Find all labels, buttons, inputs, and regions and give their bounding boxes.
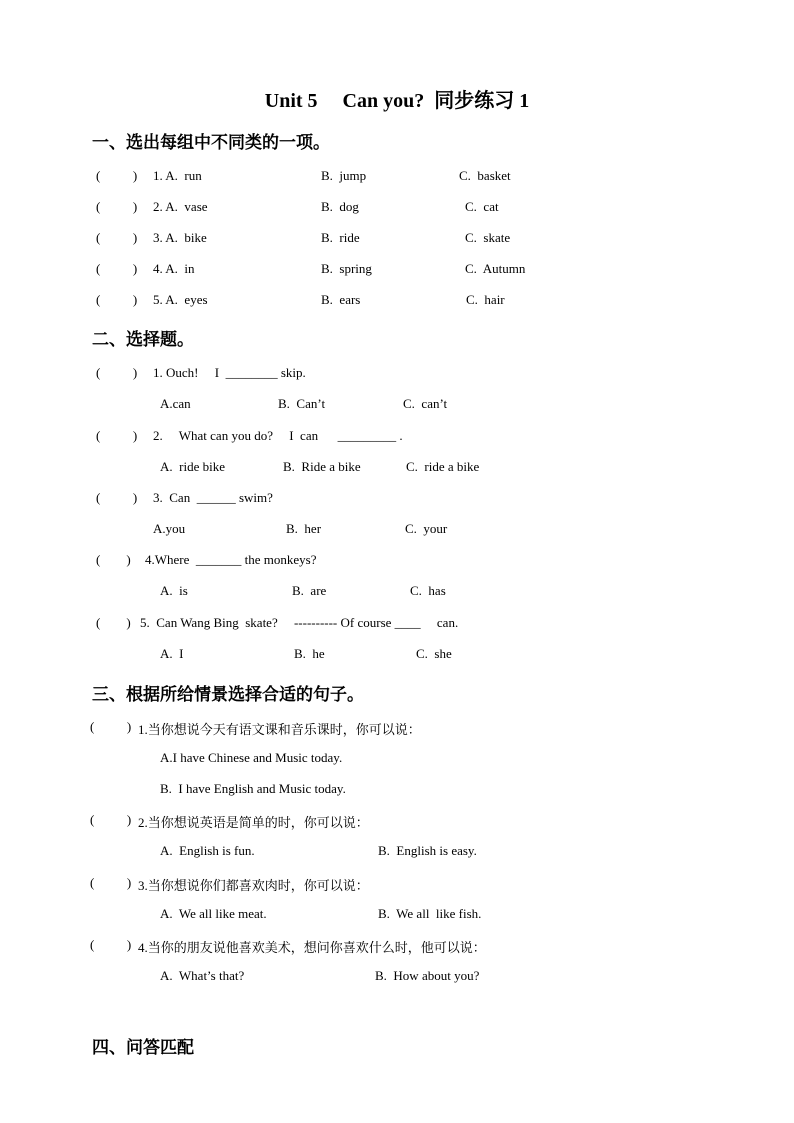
option-c: C. can’t <box>403 396 448 411</box>
answer-blank[interactable]: ( ) <box>96 428 138 443</box>
option-b: B. ride <box>321 230 360 245</box>
option-a: A.I have Chinese and Music today. <box>160 750 343 765</box>
option-a: A. We all like meat. <box>160 906 267 921</box>
question-text: 4.Where _______ the monkeys? <box>145 552 317 567</box>
answer-blank[interactable]: ( ) <box>96 230 138 245</box>
option-c: C. your <box>405 521 448 536</box>
option-c: C. basket <box>459 168 511 183</box>
option-c: C. skate <box>465 230 511 245</box>
option-b: B. her <box>286 521 322 536</box>
answer-blank[interactable]: ( ) <box>90 812 132 827</box>
option-a: A. English is fun. <box>160 843 255 858</box>
option-a: 4. A. in <box>153 261 195 276</box>
option-c: C. she <box>416 646 452 661</box>
option-a: A.can <box>160 396 191 411</box>
option-b: B. Can’t <box>278 396 326 411</box>
answer-blank[interactable]: ( ) <box>90 875 132 890</box>
section-2-heading: 二、选择题。 <box>92 330 194 349</box>
answer-blank[interactable]: ( ) <box>96 615 131 630</box>
question-text: 3. Can ______ swim? <box>153 490 273 505</box>
answer-blank[interactable]: ( ) <box>96 365 138 380</box>
option-c: C. hair <box>466 292 505 307</box>
answer-blank[interactable]: ( ) <box>96 199 138 214</box>
question-text: 3.当你想说你们都喜欢肉时，你可以说： <box>138 878 369 893</box>
question-text: 2. What can you do? I can _________ . <box>153 428 403 443</box>
option-b: B. English is easy. <box>378 843 477 858</box>
option-a: 3. A. bike <box>153 230 207 245</box>
question-text: 2.当你想说英语是简单的时，你可以说： <box>138 815 369 830</box>
option-a: 2. A. vase <box>153 199 208 214</box>
question-text: 4.当你的朋友说他喜欢美术，想问你喜欢什么时，他可以说： <box>138 940 486 955</box>
option-b: B. dog <box>321 199 359 214</box>
answer-blank[interactable]: ( ) <box>96 292 138 307</box>
option-c: C. ride a bike <box>406 459 480 474</box>
option-a: A.you <box>153 521 186 536</box>
option-b: B. I have English and Music today. <box>160 781 346 796</box>
answer-blank[interactable]: ( ) <box>96 261 138 276</box>
option-a: A. is <box>160 583 188 598</box>
answer-blank[interactable]: ( ) <box>96 490 138 505</box>
section-4-heading: 四、问答匹配 <box>92 1038 194 1057</box>
option-b: B. We all like fish. <box>378 906 482 921</box>
option-a: A. I <box>160 646 184 661</box>
answer-blank[interactable]: ( ) <box>96 168 138 183</box>
answer-blank[interactable]: ( ) <box>90 937 132 952</box>
option-a: 1. A. run <box>153 168 202 183</box>
option-b: B. ears <box>321 292 361 307</box>
answer-blank[interactable]: ( ) <box>90 719 132 734</box>
option-c: C. has <box>410 583 446 598</box>
option-a: 5. A. eyes <box>153 292 208 307</box>
option-b: B. Ride a bike <box>283 459 361 474</box>
section-1-heading: 一、选出每组中不同类的一项。 <box>92 133 330 152</box>
section-3-heading: 三、根据所给情景选择合适的句子。 <box>92 685 364 704</box>
option-c: C. Autumn <box>465 261 526 276</box>
page-title: Unit 5 Can you? 同步练习 1 <box>264 90 530 112</box>
option-a: A. What’s that? <box>160 968 245 983</box>
option-b: B. he <box>294 646 325 661</box>
option-a: A. ride bike <box>160 459 225 474</box>
option-b: B. are <box>292 583 327 598</box>
question-text: 1. Ouch! I ________ skip. <box>153 365 306 380</box>
answer-blank[interactable]: ( ) <box>96 552 131 567</box>
question-text: 5. Can Wang Bing skate? ---------- Of course ____ can. <box>140 615 459 630</box>
option-b: B. jump <box>321 168 367 183</box>
option-b: B. spring <box>321 261 372 276</box>
option-b: B. How about you? <box>375 968 480 983</box>
option-c: C. cat <box>465 199 499 214</box>
question-text: 1.当你想说今天有语文课和音乐课时，你可以说： <box>138 722 421 737</box>
